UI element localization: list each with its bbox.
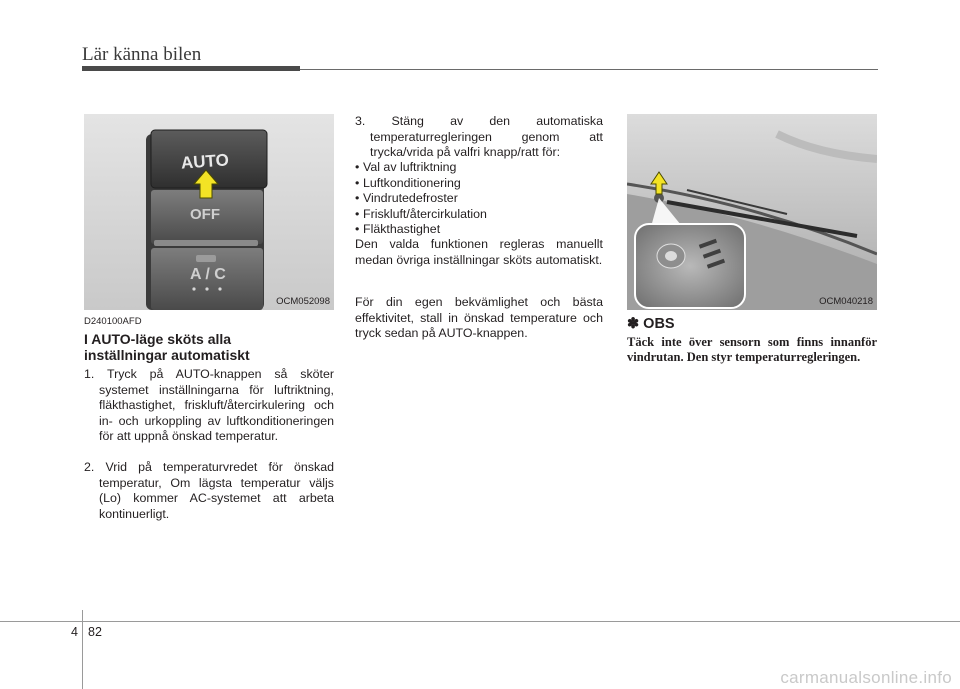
- bullet-list: [355, 160, 603, 238]
- page-header-title: Lär känna bilen: [82, 44, 202, 65]
- note-text: Täck inte över sensorn som finns innanför vindrutan. Den styr temperaturregleringen.: [627, 335, 877, 364]
- auto-label: AUTO: [180, 150, 230, 173]
- paragraph-comfort: För din egen bekvämlighet och bästa effektivitet, stall in önskad temperature och tryck sedan på AUTO-knappen.: [355, 295, 603, 340]
- note-title: ✽ OBS: [627, 316, 675, 332]
- item-text: Stäng av den automatiska temperaturregleringen genom att trycka/vrida på valfri knapp/ratt för:: [370, 114, 603, 159]
- list-item: • Luftkonditionering: [355, 176, 603, 192]
- ac-label: A / C: [190, 266, 226, 283]
- figure-code: OCM052098: [276, 296, 330, 307]
- page-number: 82: [88, 625, 102, 639]
- list-item: • Val av luftriktning: [355, 160, 603, 176]
- header-rule: [300, 69, 878, 70]
- list-item: • Fläkthastighet: [355, 222, 603, 238]
- footer-rule: [0, 621, 960, 622]
- reference-code: D240100AFD: [84, 316, 142, 327]
- list-item-2: [84, 460, 334, 522]
- off-label: OFF: [190, 206, 220, 223]
- figure-auto-button: [84, 114, 334, 310]
- chapter-number: 4: [71, 625, 78, 639]
- item-text: Vrid på temperaturvredet för önskad temperatur, Om lägsta temperatur väljs (Lo) kommer AC-systemet att arbeta kontinuerligt.: [99, 460, 334, 521]
- paragraph-manual: Den valda funktionen regleras manuellt medan övriga inställningar sköts automatiskt.: [355, 237, 603, 267]
- item-number: 2.: [84, 460, 95, 474]
- item-number: 3.: [355, 114, 366, 128]
- list-item: • Friskluft/återcirkulation: [355, 207, 603, 223]
- item-number: 1.: [84, 367, 95, 381]
- list-item-1: [84, 367, 334, 445]
- watermark: carmanualsonline.info: [780, 668, 952, 687]
- figure-windshield-sensor: [627, 114, 877, 310]
- footer-divider: [82, 610, 83, 689]
- list-item: • Vindrutedefroster: [355, 191, 603, 207]
- figure-code: OCM040218: [819, 296, 873, 307]
- section-title: I AUTO-läge sköts alla inställningar automatiskt: [84, 331, 250, 363]
- header-bar: [82, 66, 300, 71]
- item-text: Tryck på AUTO-knappen så sköter systemet inställningarna för luftriktning, fläkthastighet, friskluft/återcirkulering och in- och urkoppling av luftkonditioneringen för att uppnå önskad temperatur.: [99, 367, 335, 443]
- sensor-illustration: [627, 114, 877, 310]
- list-item-3: [355, 114, 603, 161]
